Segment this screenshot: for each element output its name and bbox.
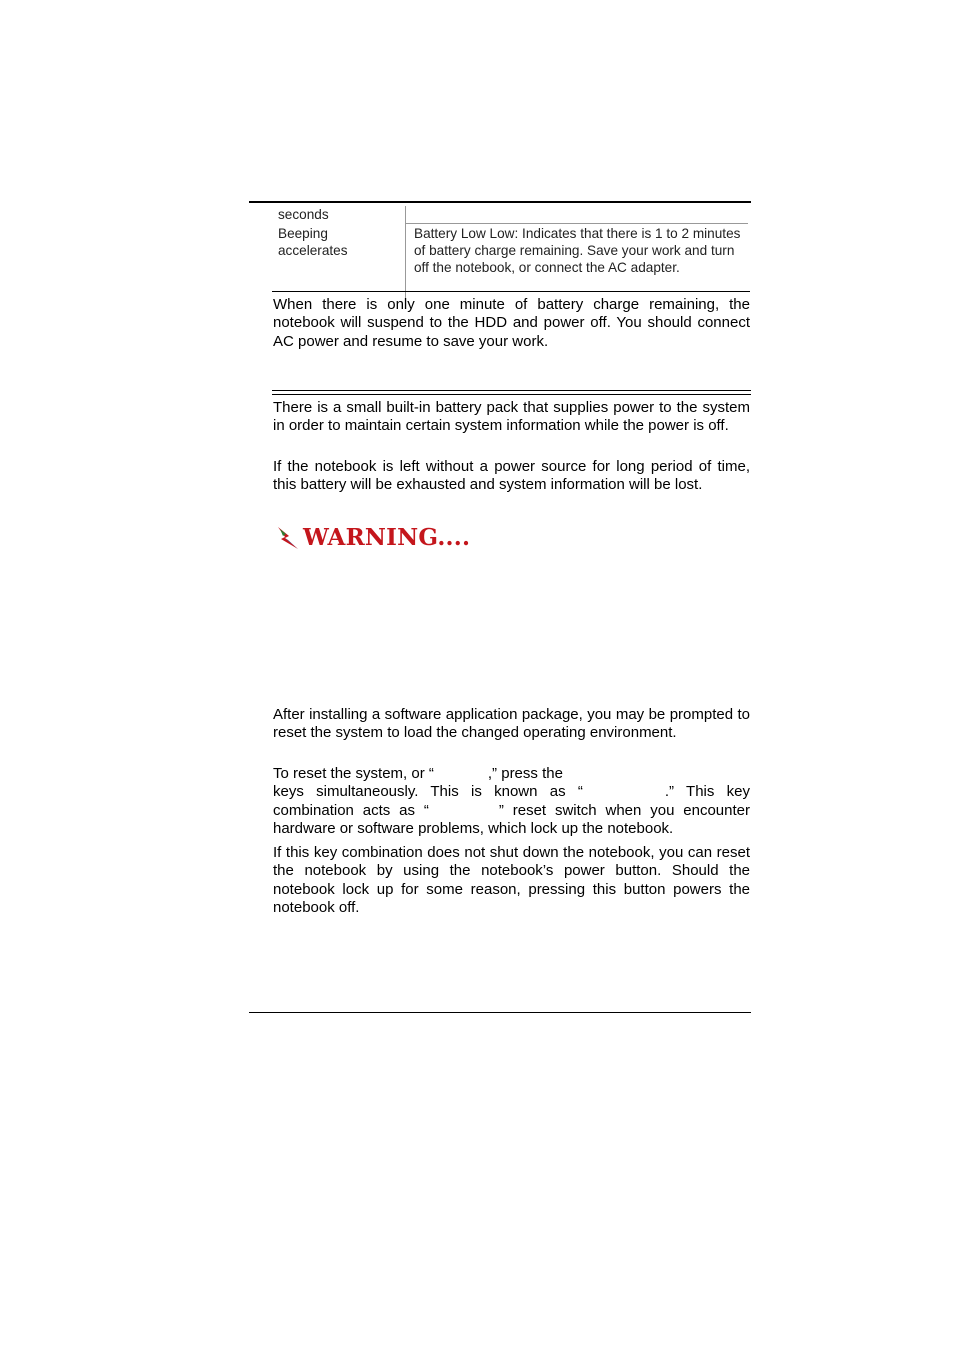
- warning-label: WARNING....: [303, 524, 471, 551]
- paragraph-battery-exhausted: If the notebook is left without a power source for long period of time, this battery will be exhausted and system information will be lost.: [273, 458, 750, 494]
- table-cell-meaning: Battery Low Low: Indicates that there is 1 to 2 minutes of battery charge remaining. Save your work and turn off the notebook, or connect the AC adapter.: [414, 226, 741, 275]
- table-bottom-rule: [272, 291, 750, 292]
- reset-text-part: To reset the system, or “: [273, 765, 434, 782]
- paragraph-reset-prompt: After installing a software application package, you may be prompted to reset the system to load the changed operating environment.: [273, 706, 750, 742]
- warning-banner: [276, 524, 470, 552]
- footer-rule: [249, 1012, 751, 1013]
- paragraph-battery-suspend: When there is only one minute of battery charge remaining, the notebook will suspend to the HDD and power off. You should connect AC power and resume to save your work.: [273, 296, 750, 350]
- reset-text-part: ,” press the: [487, 765, 563, 782]
- table-cell-meaning: [406, 206, 748, 224]
- header-rule: [249, 201, 751, 203]
- reset-text-part: .” This key combination acts as “: [273, 783, 750, 819]
- battery-beep-table: [272, 206, 748, 308]
- paragraph-reset-keys: [273, 765, 750, 839]
- table-row: [272, 206, 748, 224]
- paragraph-backup-battery: There is a small built-in battery pack that supplies power to the system in order to maintain certain system information while the power is off.: [273, 399, 750, 435]
- table-cell-beep: Beeping accelerates: [272, 224, 406, 308]
- table-cell-beep: seconds: [272, 206, 406, 224]
- reset-text-part: ” reset switch when you encounter hardware or software problems, which lock up the notebook.: [273, 801, 750, 838]
- section-double-rule: [272, 390, 751, 395]
- reset-text-part: keys simultaneously. This is known as “: [273, 783, 583, 801]
- warning-arrow-icon: [276, 525, 300, 551]
- paragraph-power-button: If this key combination does not shut down the notebook, you can reset the notebook by using the notebook’s power button. Should the notebook lock up for some reason, pressing this button powers the notebook off.: [273, 844, 750, 917]
